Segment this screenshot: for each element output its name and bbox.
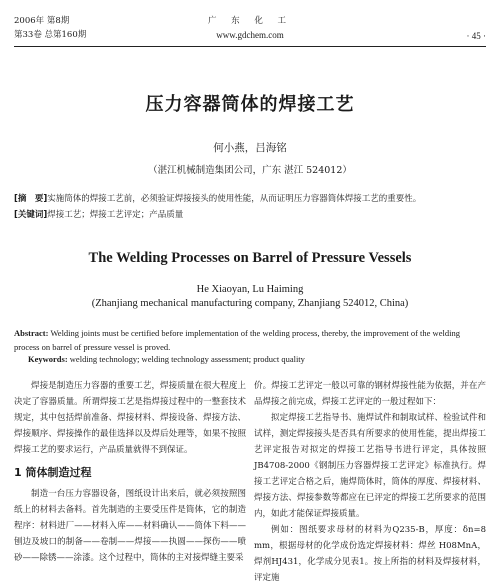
body-paragraph: 价。焊接工艺评定一般以可靠的钢材焊接性能为依据，并在产品焊接之前完成，焊接工艺评定的一般过程如下： — [254, 381, 486, 407]
body-column-right — [254, 378, 486, 586]
abstract-english-text: Welding joints must be certified before implementation of the welding process, thereby, the improvement of the welding process on barrel of pressure vessel is proved. — [14, 328, 460, 352]
keywords-english-label: Keywords: — [28, 354, 68, 364]
body-paragraph: 拟定焊接工艺指导书、施焊试件和制取试样、检验试件和试样，测定焊接接头是否具有所要求的使用性能，提出焊接工艺评定报告对拟定的焊接工艺指导书进行评定，具体按照JB4708-2000《钢制压力容器焊接工艺评定》标准执行。焊接工艺评定合格之后，施焊筒体时，筒体的厚度、焊接材料、焊接方法、焊接参数等都应在已评定的焊接工艺所要求的范围内，如此才能保证焊接质量。 — [254, 413, 486, 519]
issue-line-1: 2006年 第8期 — [14, 16, 70, 26]
keywords-english-text: welding technology; welding technology assessment; product quality — [69, 354, 305, 364]
abstract-english-label: Abstract: — [14, 328, 49, 338]
keywords-chinese — [14, 208, 486, 222]
abstract-chinese — [14, 192, 486, 206]
abstract-chinese-text: 实施筒体的焊接工艺前，必须验证焊接接头的使用性能，从而证明压力容器筒体焊接工艺的重要性。 — [47, 194, 422, 204]
header-rule — [14, 46, 486, 47]
journal-name: 广 东 化 工 — [207, 16, 293, 26]
affiliation-english: (Zhanjiang mechanical manufacturing company, Zhanjiang 524012, China) — [91, 298, 409, 309]
body-column-left — [14, 378, 246, 566]
title-english: The Welding Processes on Barrel of Pressure Vessels — [88, 250, 412, 266]
page-number: · 45 · — [466, 31, 486, 41]
body-paragraph: 制造一台压力容器设备，图纸设计出来后，就必须按照图纸上的材料去备料。首先制造的主要受压件是筒体，它的制造程序：材料进厂——材料入库——材料确认——筒体下料——刨边及坡口的制备——卷制——焊接——执圆——探伤——喷砂——除锈——涂漆。这个过程中，筒体的主对接焊缝主要采 — [14, 489, 246, 563]
issue-line-2: 第33卷 总第160期 — [14, 30, 87, 40]
affiliation-chinese: （湛江机械制造集团公司，广东 湛江 524012） — [148, 165, 352, 176]
abstract-chinese-label: [摘 要] — [14, 194, 48, 204]
page-header — [0, 0, 500, 50]
abstract-english — [14, 326, 486, 354]
body-paragraph: 焊接是制造压力容器的重要工艺，焊接质量在很大程度上决定了容器质量。所谓焊接工艺是指焊接过程中的一整套技术规定，其中包括焊前准备、焊接材料、焊接设备、焊接方法、焊接顺序、焊接操作的最佳选择以及焊后处理等，如果不按照焊接工艺的要求运行，产品质量就得不到保证。 — [14, 381, 246, 455]
title-chinese: 压力容器筒体的焊接工艺 — [145, 94, 355, 115]
journal-info — [150, 14, 350, 42]
section-heading: 1 筒体制造过程 — [14, 466, 92, 479]
keywords-chinese-label: [关键词] — [14, 210, 48, 220]
keywords-chinese-text: 焊接工艺；焊接工艺评定；产品质量 — [47, 210, 184, 220]
issue-info — [14, 14, 86, 42]
authors-english: He Xiaoyan, Lu Haiming — [196, 284, 304, 295]
body-paragraph: 例如：图纸要求母材的材料为Q235-B，厚度：δn=8 mm，根据母材的化学成份选定焊接材料：焊丝 H08MnA，焊剂HJ431，化学成分见表1。按上所指的材料及焊接材料，评定施 — [254, 525, 486, 583]
keywords-english — [28, 352, 486, 366]
journal-url: www.gdchem.com — [216, 30, 284, 40]
authors-chinese: 何小燕，吕海铭 — [213, 142, 287, 154]
